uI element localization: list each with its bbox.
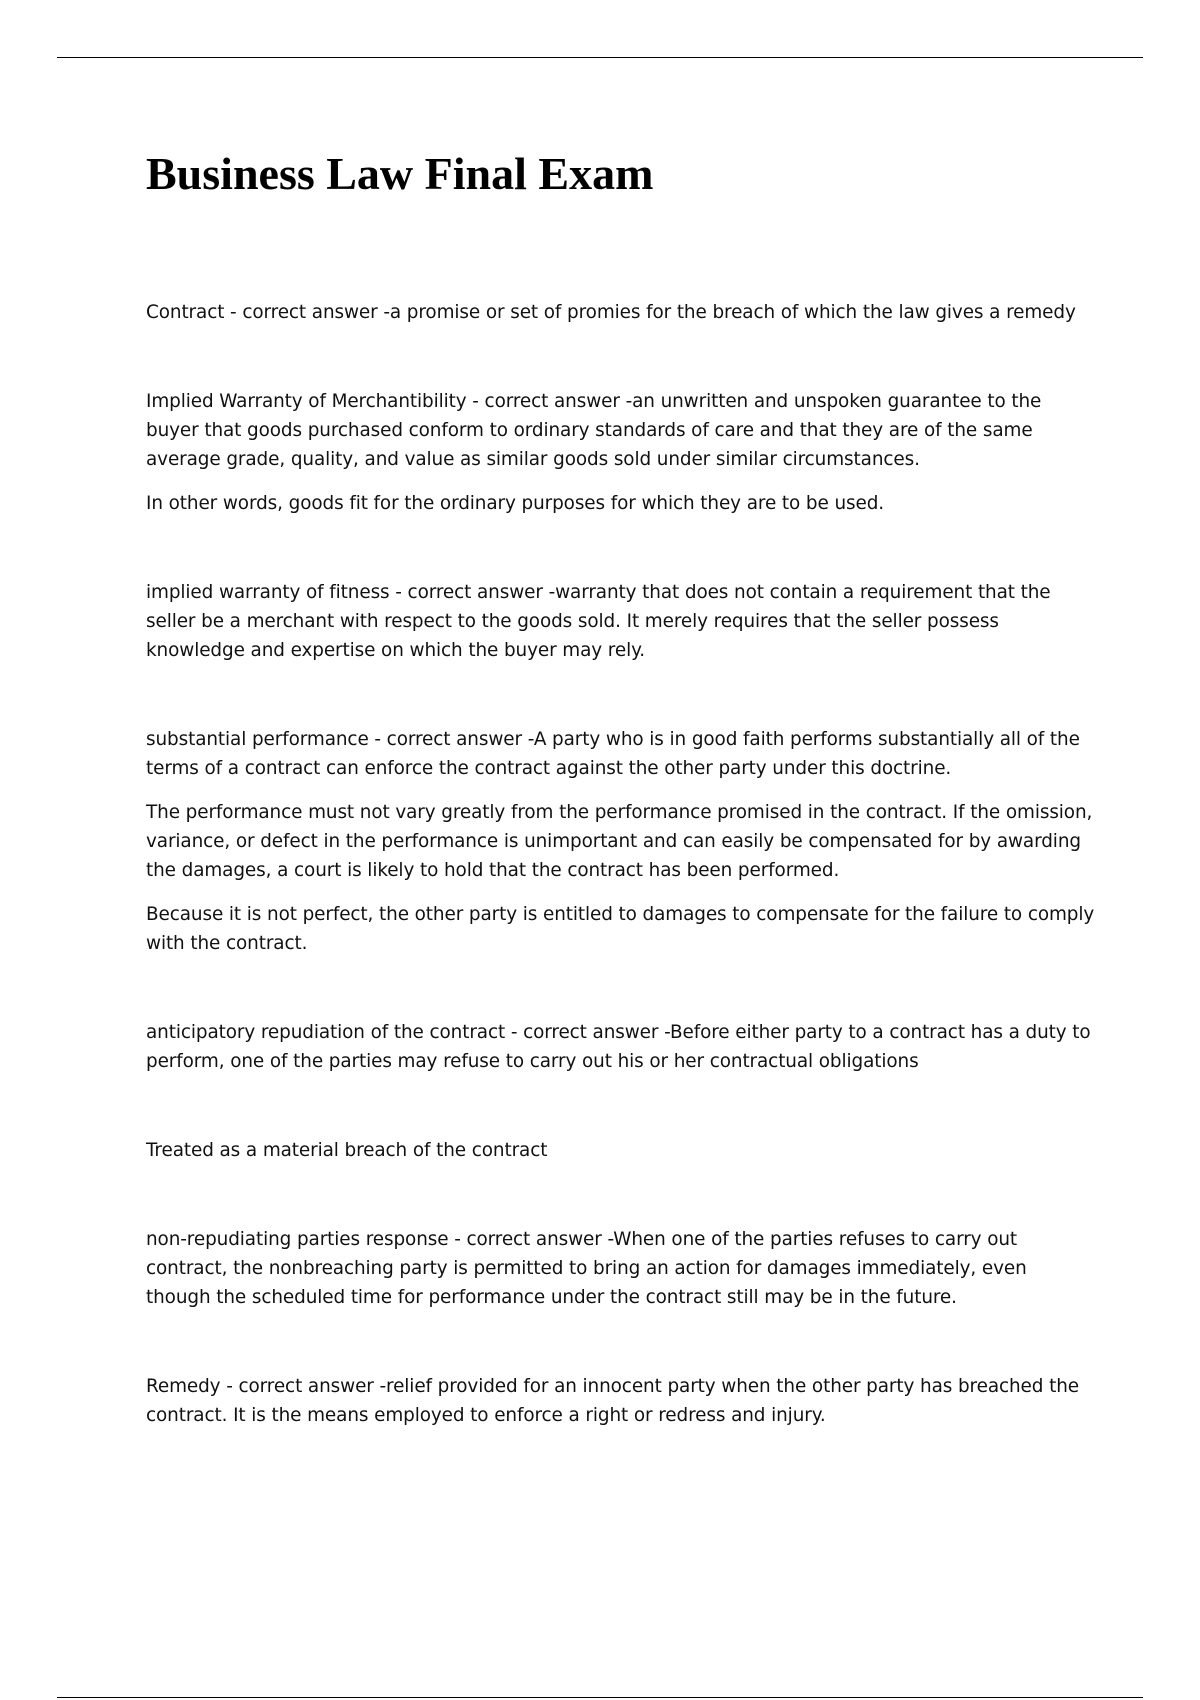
entry-paragraph: Remedy - correct answer -relief provided for an innocent party when the other party has breached the contract. It is the means employed to enforce a right or redress and injury. (146, 1376, 1079, 1426)
top-rule (57, 57, 1143, 58)
entry-paragraph: Implied Warranty of Merchantibility - correct answer -an unwritten and unspoken guarantee to the buyer that goods purchased conform to ordinary standards of care and that they are of the same average grade, quality, and value as similar goods sold under similar circumstances. (146, 391, 1042, 470)
entry-paragraph: Contract - correct answer -a promise or set of promies for the breach of which the law gives a remedy (146, 302, 1076, 323)
entry-substantial-performance (146, 725, 1096, 958)
entry-paragraph: substantial performance - correct answer -A party who is in good faith performs substantially all of the terms of a contract can enforce the contract against the other party under this doctrine. (146, 729, 1080, 779)
entry-implied-warranty-merchantability (146, 387, 1096, 518)
entry-paragraph: Because it is not perfect, the other party is entitled to damages to compensate for the failure to comply with the contract. (146, 904, 1095, 954)
bottom-rule (57, 1697, 1143, 1698)
entry-paragraph: non-repudiating parties response - correct answer -When one of the parties refuses to carry out contract, the nonbreaching party is permitted to bring an action for damages immediately, even though the scheduled time for performance under the contract still may be in the future. (146, 1229, 1027, 1308)
entry-anticipatory-repudiation (146, 1018, 1096, 1076)
entry-paragraph: Treated as a material breach of the contract (146, 1140, 548, 1161)
document-title: Business Law Final Exam (146, 148, 654, 199)
entry-paragraph: In other words, goods fit for the ordinary purposes for which they are to be used. (146, 493, 885, 514)
entry-implied-warranty-fitness (146, 578, 1096, 665)
entry-non-repudiating-response (146, 1225, 1096, 1312)
entry-material-breach (146, 1136, 1096, 1165)
entry-paragraph: implied warranty of fitness - correct answer -warranty that does not contain a requirement that the seller be a merchant with respect to the goods sold. It merely requires that the seller possess knowledge and expertise on which the buyer may rely. (146, 582, 1051, 661)
flashcard-list (146, 298, 1096, 1430)
entry-paragraph: The performance must not vary greatly from the performance promised in the contract. If the omission, variance, or defect in the performance is unimportant and can easily be compensated for by awarding the damages, a court is likely to hold that the contract has been performed. (146, 802, 1093, 881)
entry-remedy (146, 1372, 1096, 1430)
entry-contract (146, 298, 1096, 327)
document-body (146, 140, 1096, 1490)
entry-paragraph: anticipatory repudiation of the contract - correct answer -Before either party to a contract has a duty to perform, one of the parties may refuse to carry out his or her contractual obligations (146, 1022, 1091, 1072)
